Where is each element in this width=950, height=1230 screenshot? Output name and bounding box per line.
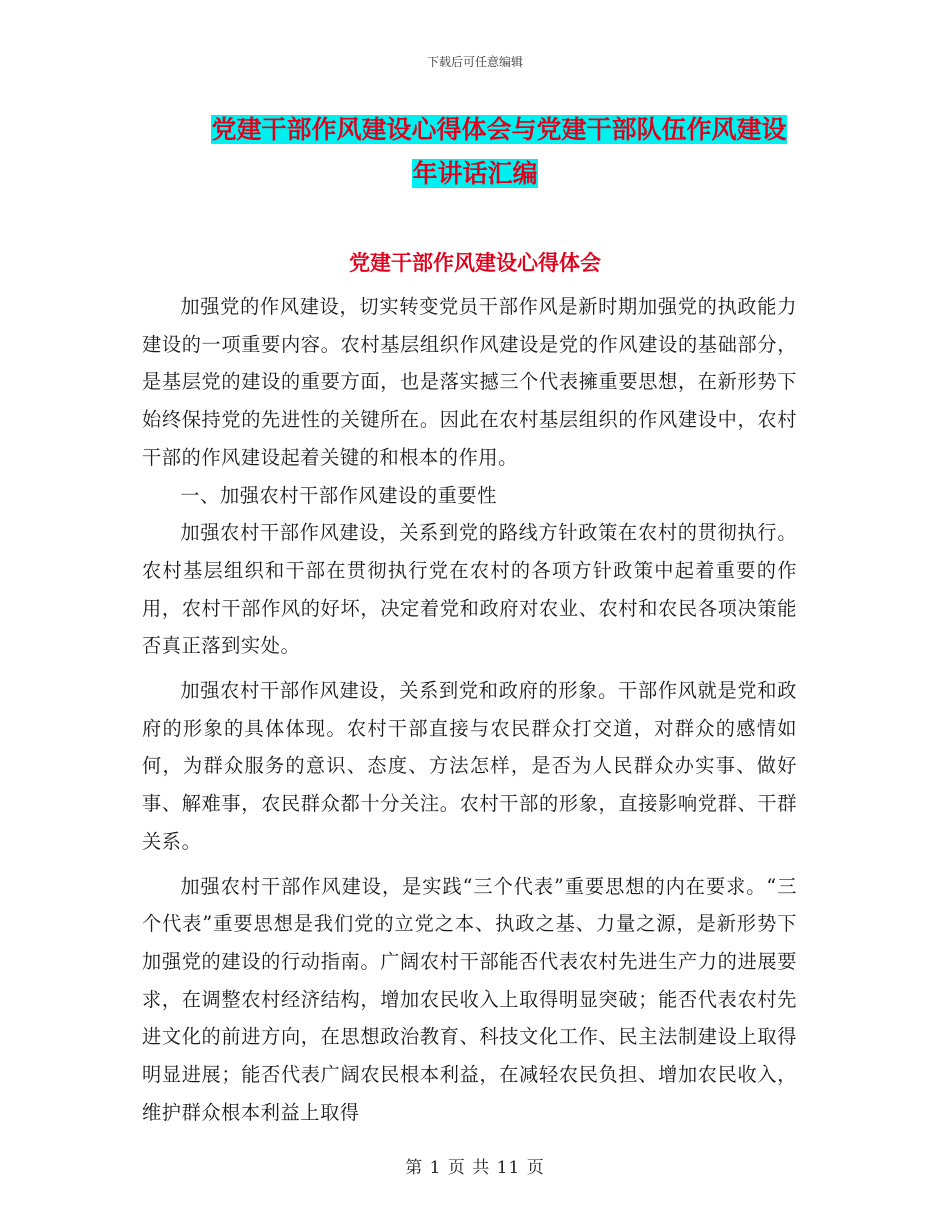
document-title-line-2: 年讲话汇编 [412, 159, 538, 188]
document-body [142, 288, 797, 1131]
document-title-line-1: 党建干部作风建设心得体会与党建干部队伍作风建设 [211, 115, 787, 144]
page-footer: 第 1 页 共 11 页 [405, 1158, 545, 1178]
section-title: 党建干部作风建设心得体会 [349, 251, 601, 275]
header-note: 下载后可任意编辑 [426, 55, 523, 69]
paragraph: 加强农村干部作风建设，关系到党和政府的形象。干部作风就是党和政府的形象的具体体现。农村干部直接与农民群众打交道，对群众的感情如何，为群众服务的意识、态度、方法怎样，是否为人民群众办实事、做好事、解难事，农民群众都十分关注。农村干部的形象，直接影响党群、干群关系。 [142, 679, 797, 853]
paragraph-heading: 一、加强农村干部作风建设的重要性 [180, 483, 497, 507]
paragraph: 加强农村干部作风建设，是实践“三个代表”重要思想的内在要求。“三个代表”重要思想是我们党的立党之本、执政之基、力量之源，是新形势下加强党的建设的行动指南。广阔农村干部能否代表农村先进生产力的进展要求，在调整农村经济结构，增加农民收入上取得明显突破；能否代表农村先进文化的前进方向，在思想政治教育、科技文化工作、民主法制建设上取得明显进展；能否代表广阔农民根本利益，在减轻农民负担、增加农民收入，维护群众根本利益上取得 [142, 874, 797, 1124]
paragraph: 加强农村干部作风建设，关系到党的路线方针政策在农村的贯彻执行。农村基层组织和干部在贯彻执行党在农村的各项方针政策中起着重要的作用，农村干部作风的好坏，决定着党和政府对农业、农村和农民各项决策能否真正落到实处。 [142, 521, 797, 658]
paragraph: 加强党的作风建设，切实转变党员干部作风是新时期加强党的执政能力建设的一项重要内容。农村基层组织作风建设是党的作风建设的基础部分，是基层党的建设的重要方面，也是落实撼三个代表擁重要思想，在新形势下始终保持党的先进性的关键所在。因此在农村基层组织的作风建设中，农村干部的作风建设起着关键的和根本的作用。 [142, 295, 797, 469]
document-title [0, 108, 950, 196]
